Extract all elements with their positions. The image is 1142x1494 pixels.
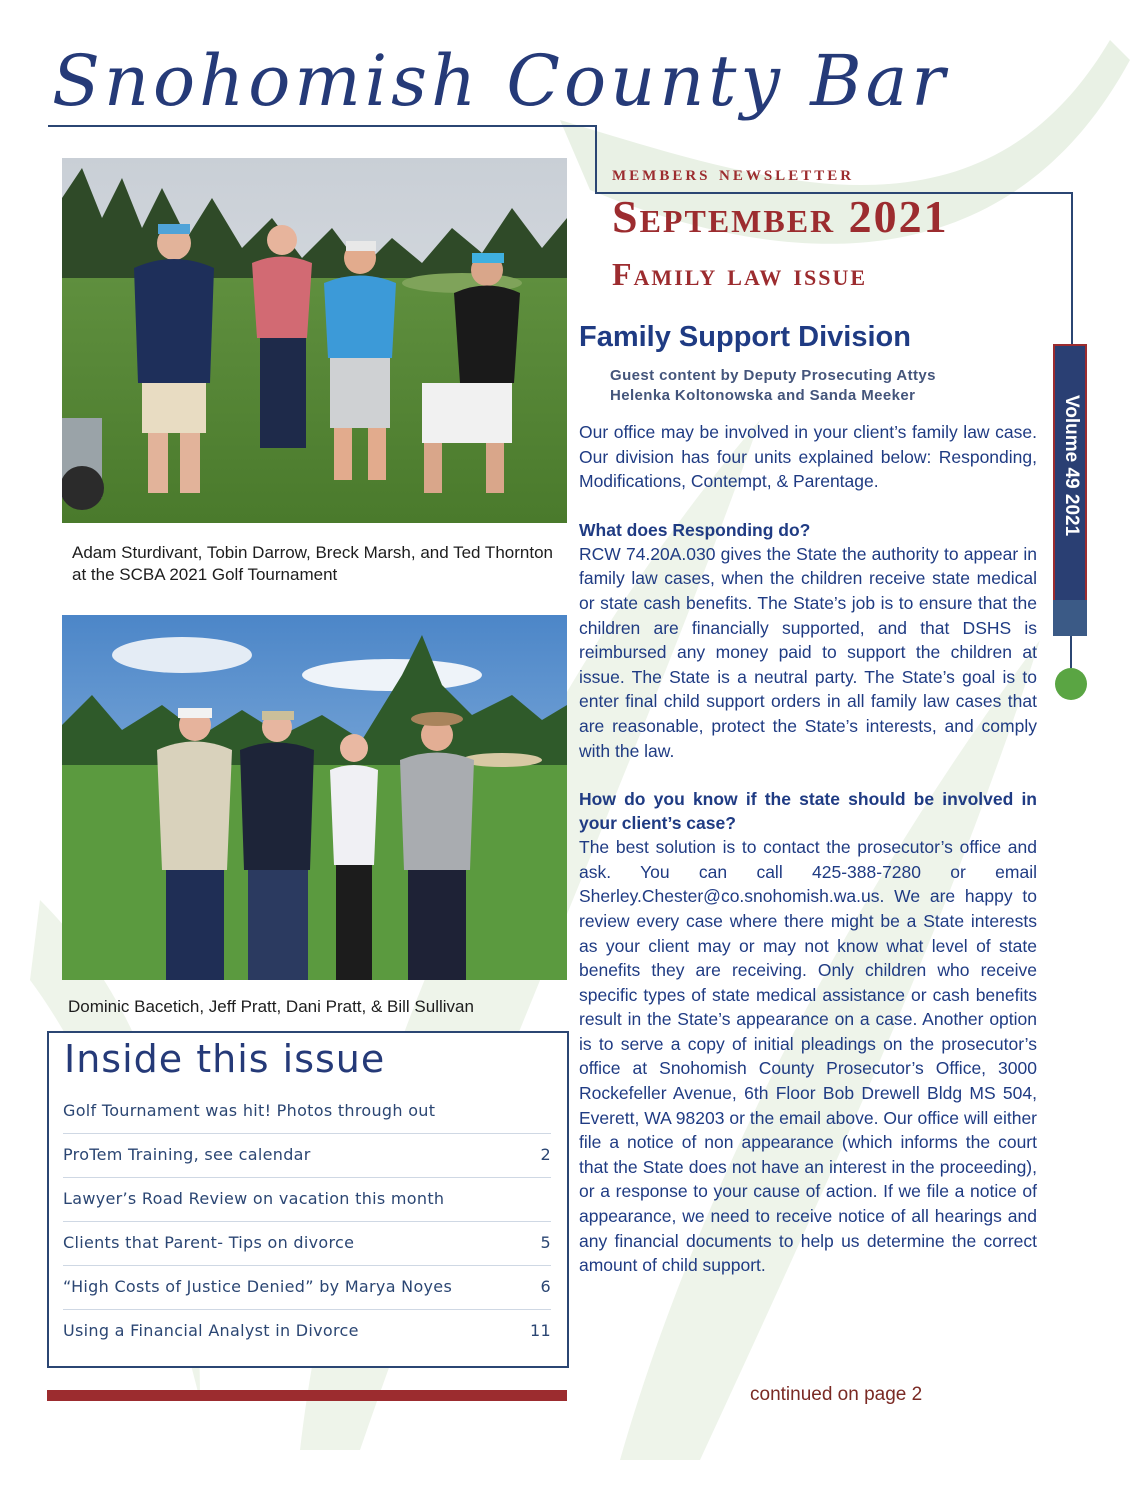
toc-divider xyxy=(63,1221,551,1222)
article-family-support-division xyxy=(579,318,1037,1278)
article-byline xyxy=(610,366,1037,406)
toc-item[interactable] xyxy=(63,1145,551,1169)
section-heading-responding: What does Responding do? xyxy=(579,519,811,540)
toc-item-text: ProTem Training, see calendar xyxy=(63,1145,311,1164)
section-body-state-involvement: The best solution is to contact the prosecutor’s office and ask. You can call 425-388-7280 or email Sherley.Chester@co.snohomish.wa.us. We are happy to review every case where there might be a State interests as your client may or may not know what level of state benefits they are receiving. Only children who receive specific types of state medical assistance or cash benefits result in the State’s appearance on a case. Another option is to serve a copy of initial pleadings on the prosecutor’s office at Snohomish County Prosecutor’s Office, 3000 Rockefeller Avenue, 6th Floor Bob Drewell Bldg MS 504, Everett, WA 98203 or the email above. Our office will either file a notice of non appearance (which informs the court that the State does not have an interest in the proceeding), or a response to your cause of action. If we file a notice of appearance, we need to receive notice of all hearings and any financial documents to help us determine the correct amount of child support. xyxy=(579,837,1037,1276)
toc-item-text: Golf Tournament was hit! Photos through out xyxy=(63,1101,436,1120)
toc-item-text: Clients that Parent- Tips on divorce xyxy=(63,1233,355,1252)
toc-divider xyxy=(63,1265,551,1266)
toc-title: Inside this issue xyxy=(64,1037,386,1081)
toc-item[interactable] xyxy=(63,1321,551,1345)
toc-item[interactable] xyxy=(63,1189,551,1213)
toc-divider xyxy=(63,1133,551,1134)
toc-item-text: Lawyer’s Road Review on vacation this month xyxy=(63,1189,445,1208)
newsletter-label: members newsletter xyxy=(612,160,855,185)
green-dot-ornament xyxy=(1055,668,1087,700)
article-byline-line-2: Helenka Koltonowska and Sanda Meeker xyxy=(610,387,916,404)
inside-this-issue-box xyxy=(47,1031,569,1368)
photo-2-caption: Dominic Bacetich, Jeff Pratt, Dani Pratt, & Bill Sullivan xyxy=(68,997,474,1016)
article-body xyxy=(579,420,1037,1278)
issue-date: September 2021 xyxy=(612,191,949,242)
photo-1-caption: Adam Sturdivant, Tobin Darrow, Breck Marsh, and Ted Thornton at the SCBA 2021 Golf Tournament xyxy=(72,543,553,584)
toc-item-page: 6 xyxy=(540,1277,551,1296)
toc-divider xyxy=(63,1177,551,1178)
issue-theme: Family law issue xyxy=(612,256,868,292)
article-intro: Our office may be involved in your client’s family law case. Our division has four units explained below: Responding, Modifications, Contempt, & Parentage. xyxy=(579,422,1037,492)
continued-link[interactable]: continued on page 2 xyxy=(750,1384,923,1405)
toc-item[interactable] xyxy=(63,1277,551,1301)
golf-photo-2 xyxy=(62,615,567,980)
section-heading-state-involvement: How do you know if the state should be involved in your client’s case? xyxy=(579,789,1037,834)
masthead-title: Snohomish County Bar xyxy=(52,40,949,122)
article-byline-line-1: Guest content by Deputy Prosecuting Attys xyxy=(610,367,936,384)
bottom-rule xyxy=(47,1390,567,1401)
volume-label: Volume 49 2021 xyxy=(1061,395,1082,537)
toc-item-page: 2 xyxy=(540,1145,551,1164)
toc-item[interactable] xyxy=(63,1233,551,1257)
article-title: Family Support Division xyxy=(579,321,911,353)
toc-item-page: 11 xyxy=(530,1321,551,1340)
volume-tab-bottom xyxy=(1053,600,1087,636)
toc-item[interactable] xyxy=(63,1101,551,1125)
toc-item-text: “High Costs of Justice Denied” by Marya Noyes xyxy=(63,1277,453,1296)
toc-item-page: 5 xyxy=(540,1233,551,1252)
toc-item-text: Using a Financial Analyst in Divorce xyxy=(63,1321,359,1340)
section-body-responding: RCW 74.20A.030 gives the State the authority to appear in family law cases, when the children receive state medical or state cash benefits. The State’s job is to ensure that the children are financially supported, and that DSHS is reimbursed any money paid to support the children at issue. The State is a neutral party. The State’s goal is to enter final child support orders in all family law cases that are reasonable, protect the State’s interests, and comply with the law. xyxy=(579,543,1037,761)
golf-photo-1 xyxy=(62,158,567,523)
toc-divider xyxy=(63,1309,551,1310)
